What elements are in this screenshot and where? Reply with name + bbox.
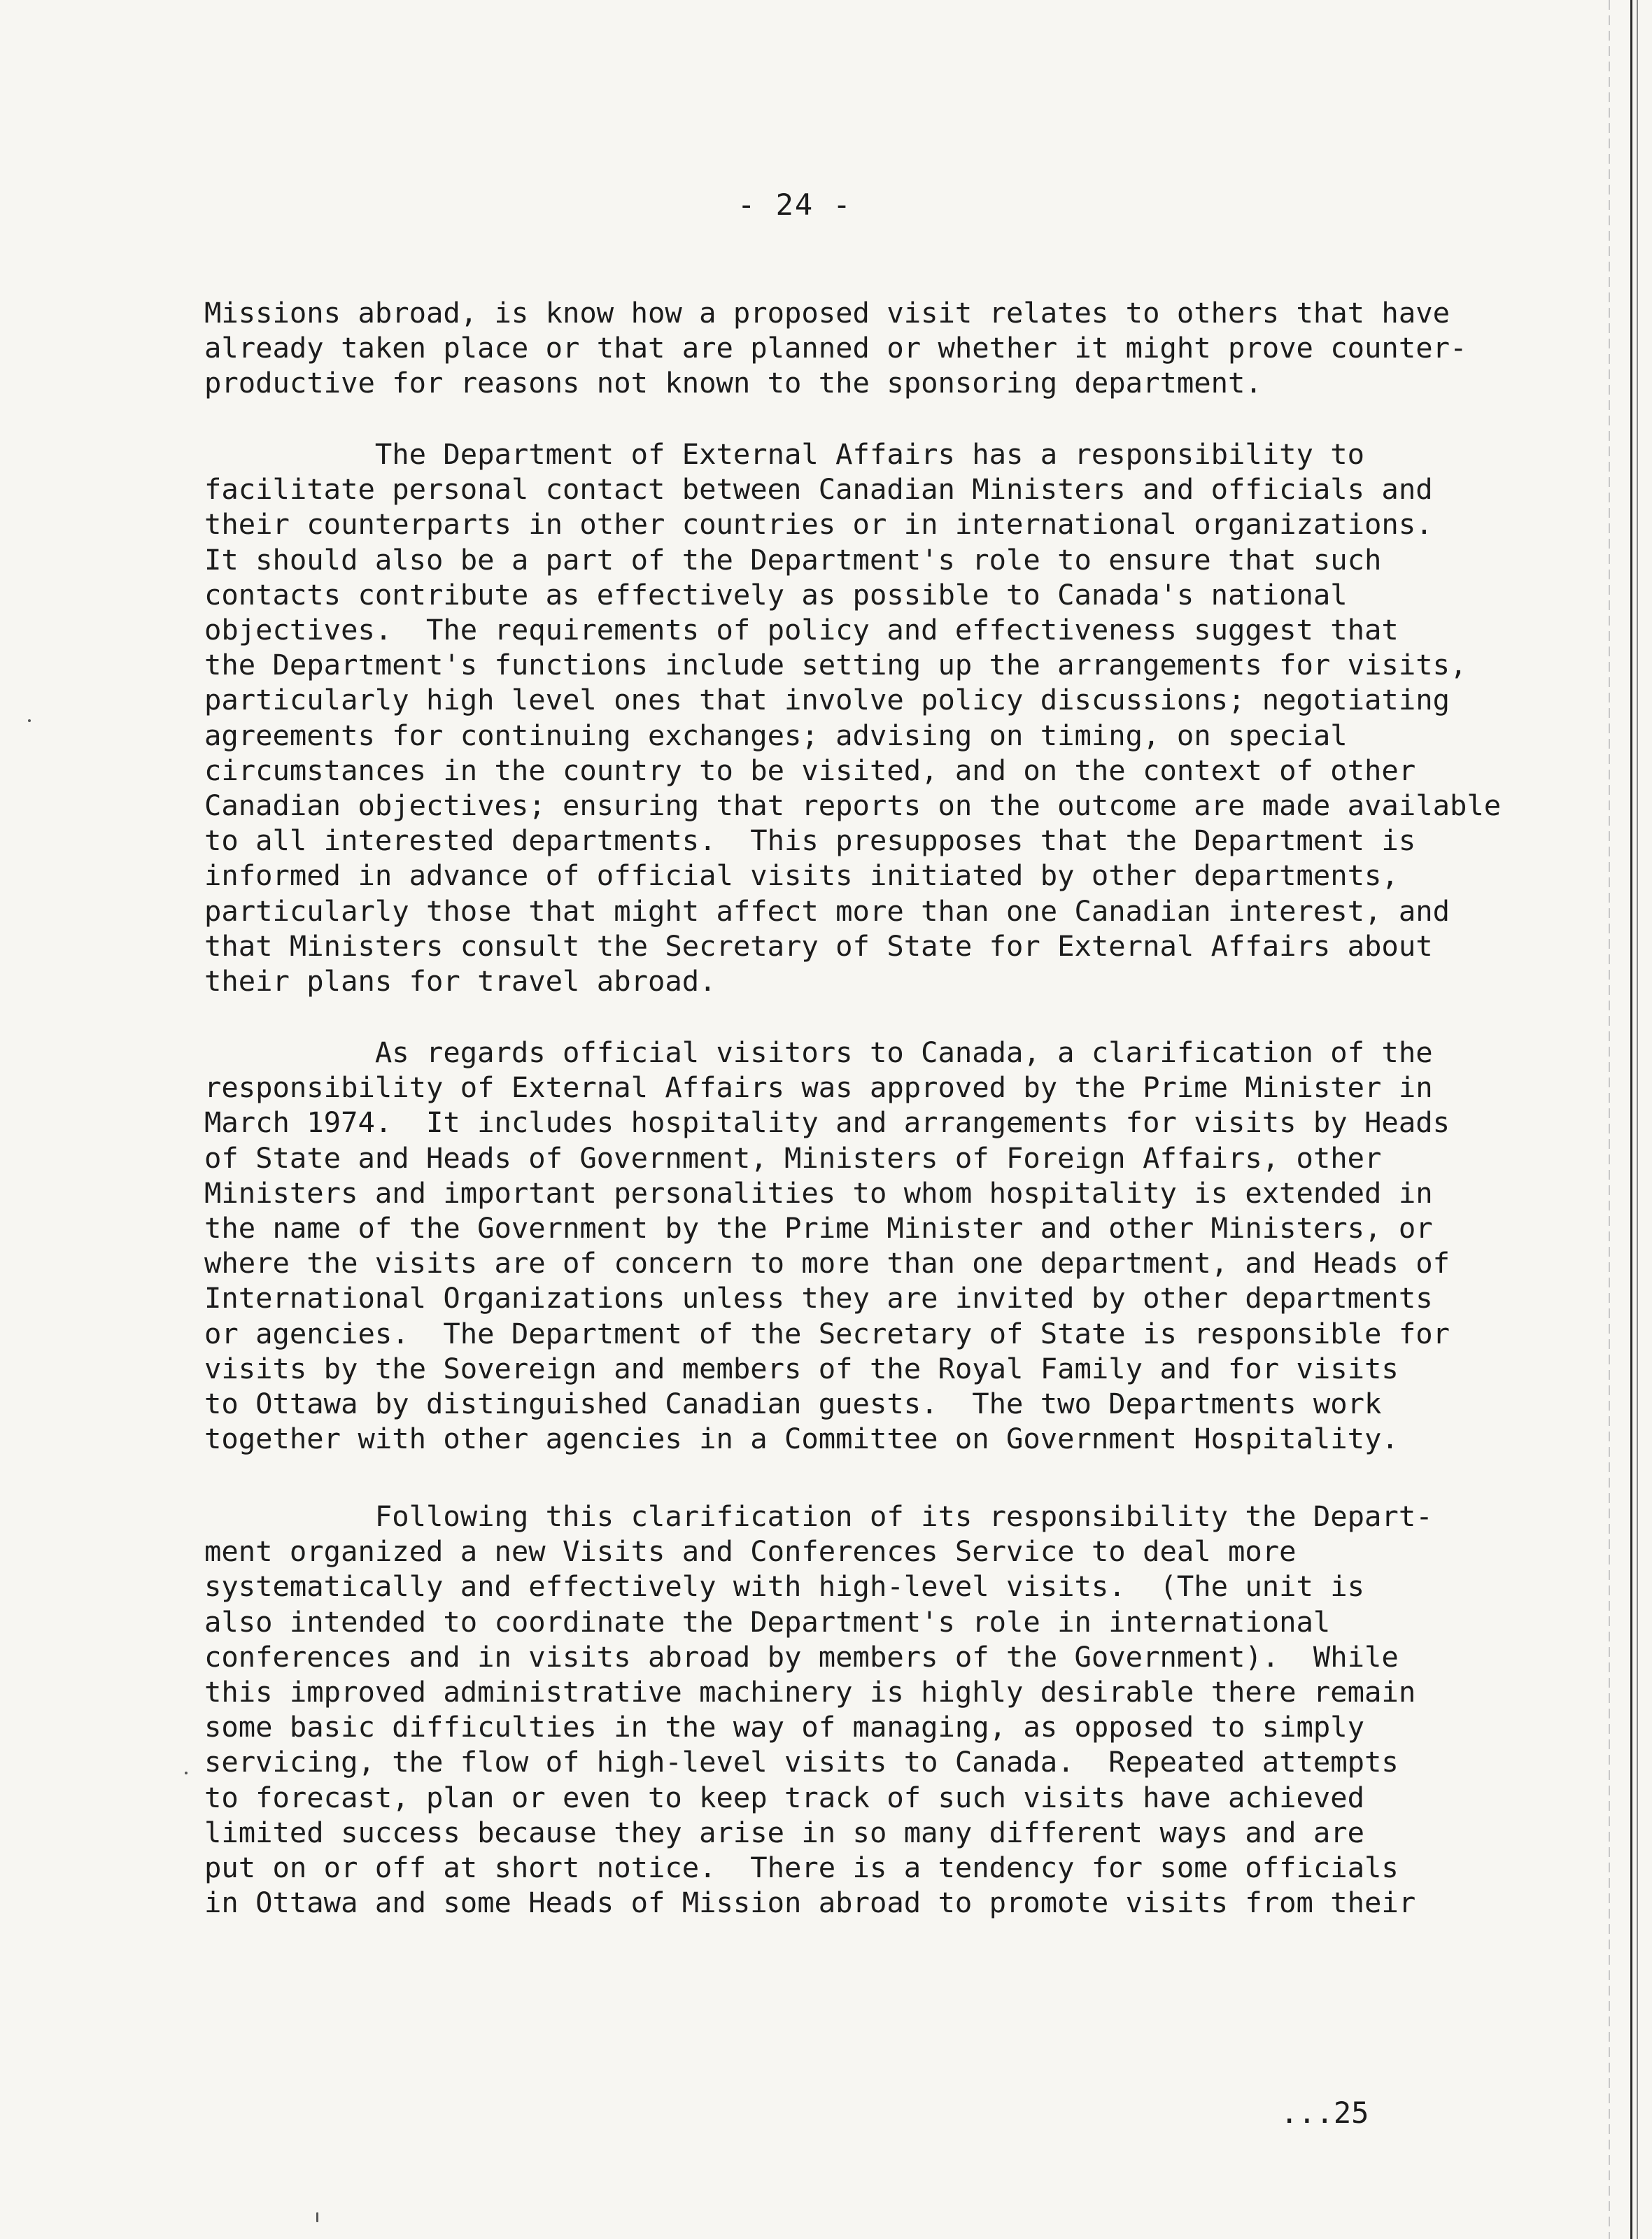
paragraph-4: Following this clarification of its responsibility the Depart- ment organized a new Visits and Conferences Service to deal more systematically and effectively with high-level visits. (The unit is also intended to coordinate the Department's role in international conferences and in visits abroad by members of the Government). While this improved administrative machinery is highly desirable there remain some basic difficulties in the way of managing, as opposed to simply servicing, the flow of high-level visits to Canada. Repeated attempts to forecast, plan or even to keep track of such visits have achieved limited success because they arise in so many different ways and are put on or off at short notice. There is a tendency for some officials in Ottawa and some Heads of Mission abroad to promote visits from their (204, 1499, 1433, 1920)
continuation-marker: ...25 (1280, 2096, 1369, 2130)
scan-speck (28, 719, 31, 722)
paragraph-1: Missions abroad, is know how a proposed visit relates to others that have already taken place or that are planned or whether it might prove counter- productive for reasons not known to the sponsoring department. (204, 296, 1467, 400)
paragraph-3: As regards official visitors to Canada, a clarification of the responsibility of External Affairs was approved by the Prime Minister in March 1974. It includes hospitality and arrangements for visits by Heads of State and Heads of Government, Ministers of Foreign Affairs, other Ministers and important personalities to whom hospitality is extended in the name of the Government by the Prime Minister and other Ministers, or where the visits are of concern to more than one department, and Heads of International Organizations unless they are invited by other departments or agencies. The Department of the Secretary of State is responsible for visits by the Sovereign and members of the Royal Family and for visits to Ottawa by distinguished Canadian guests. The two Departments work together with other agencies in a Committee on Government Hospitality. (204, 1036, 1450, 1456)
page-number: - 24 - (737, 188, 852, 222)
page-edge-line (1630, 0, 1638, 2239)
scan-speck (316, 2212, 318, 2222)
page-edge-shadow (1609, 0, 1610, 2239)
paragraph-2: The Department of External Affairs has a responsibility to facilitate personal contact between Canadian Ministers and officials and their counterparts in other countries or in international organizations. It should also be a part of the Department's role to ensure that such contacts contribute as effectively as possible to Canada's national objectives. The requirements of policy and effectiveness suggest that the Department's functions include setting up the arrangements for visits, particularly high level ones that involve policy discussions; negotiating agreements for continuing exchanges; advising on timing, on special circumstances in the country to be visited, and on the context of other Canadian objectives; ensuring that reports on the outcome are made available to all interested departments. This presupposes that the Department is informed in advance of official visits initiated by other departments, particularly those that might affect more than one Canadian interest, and that Ministers consult the Secretary of State for External Affairs about their plans for travel abroad. (204, 437, 1502, 998)
scan-speck (185, 1772, 188, 1774)
